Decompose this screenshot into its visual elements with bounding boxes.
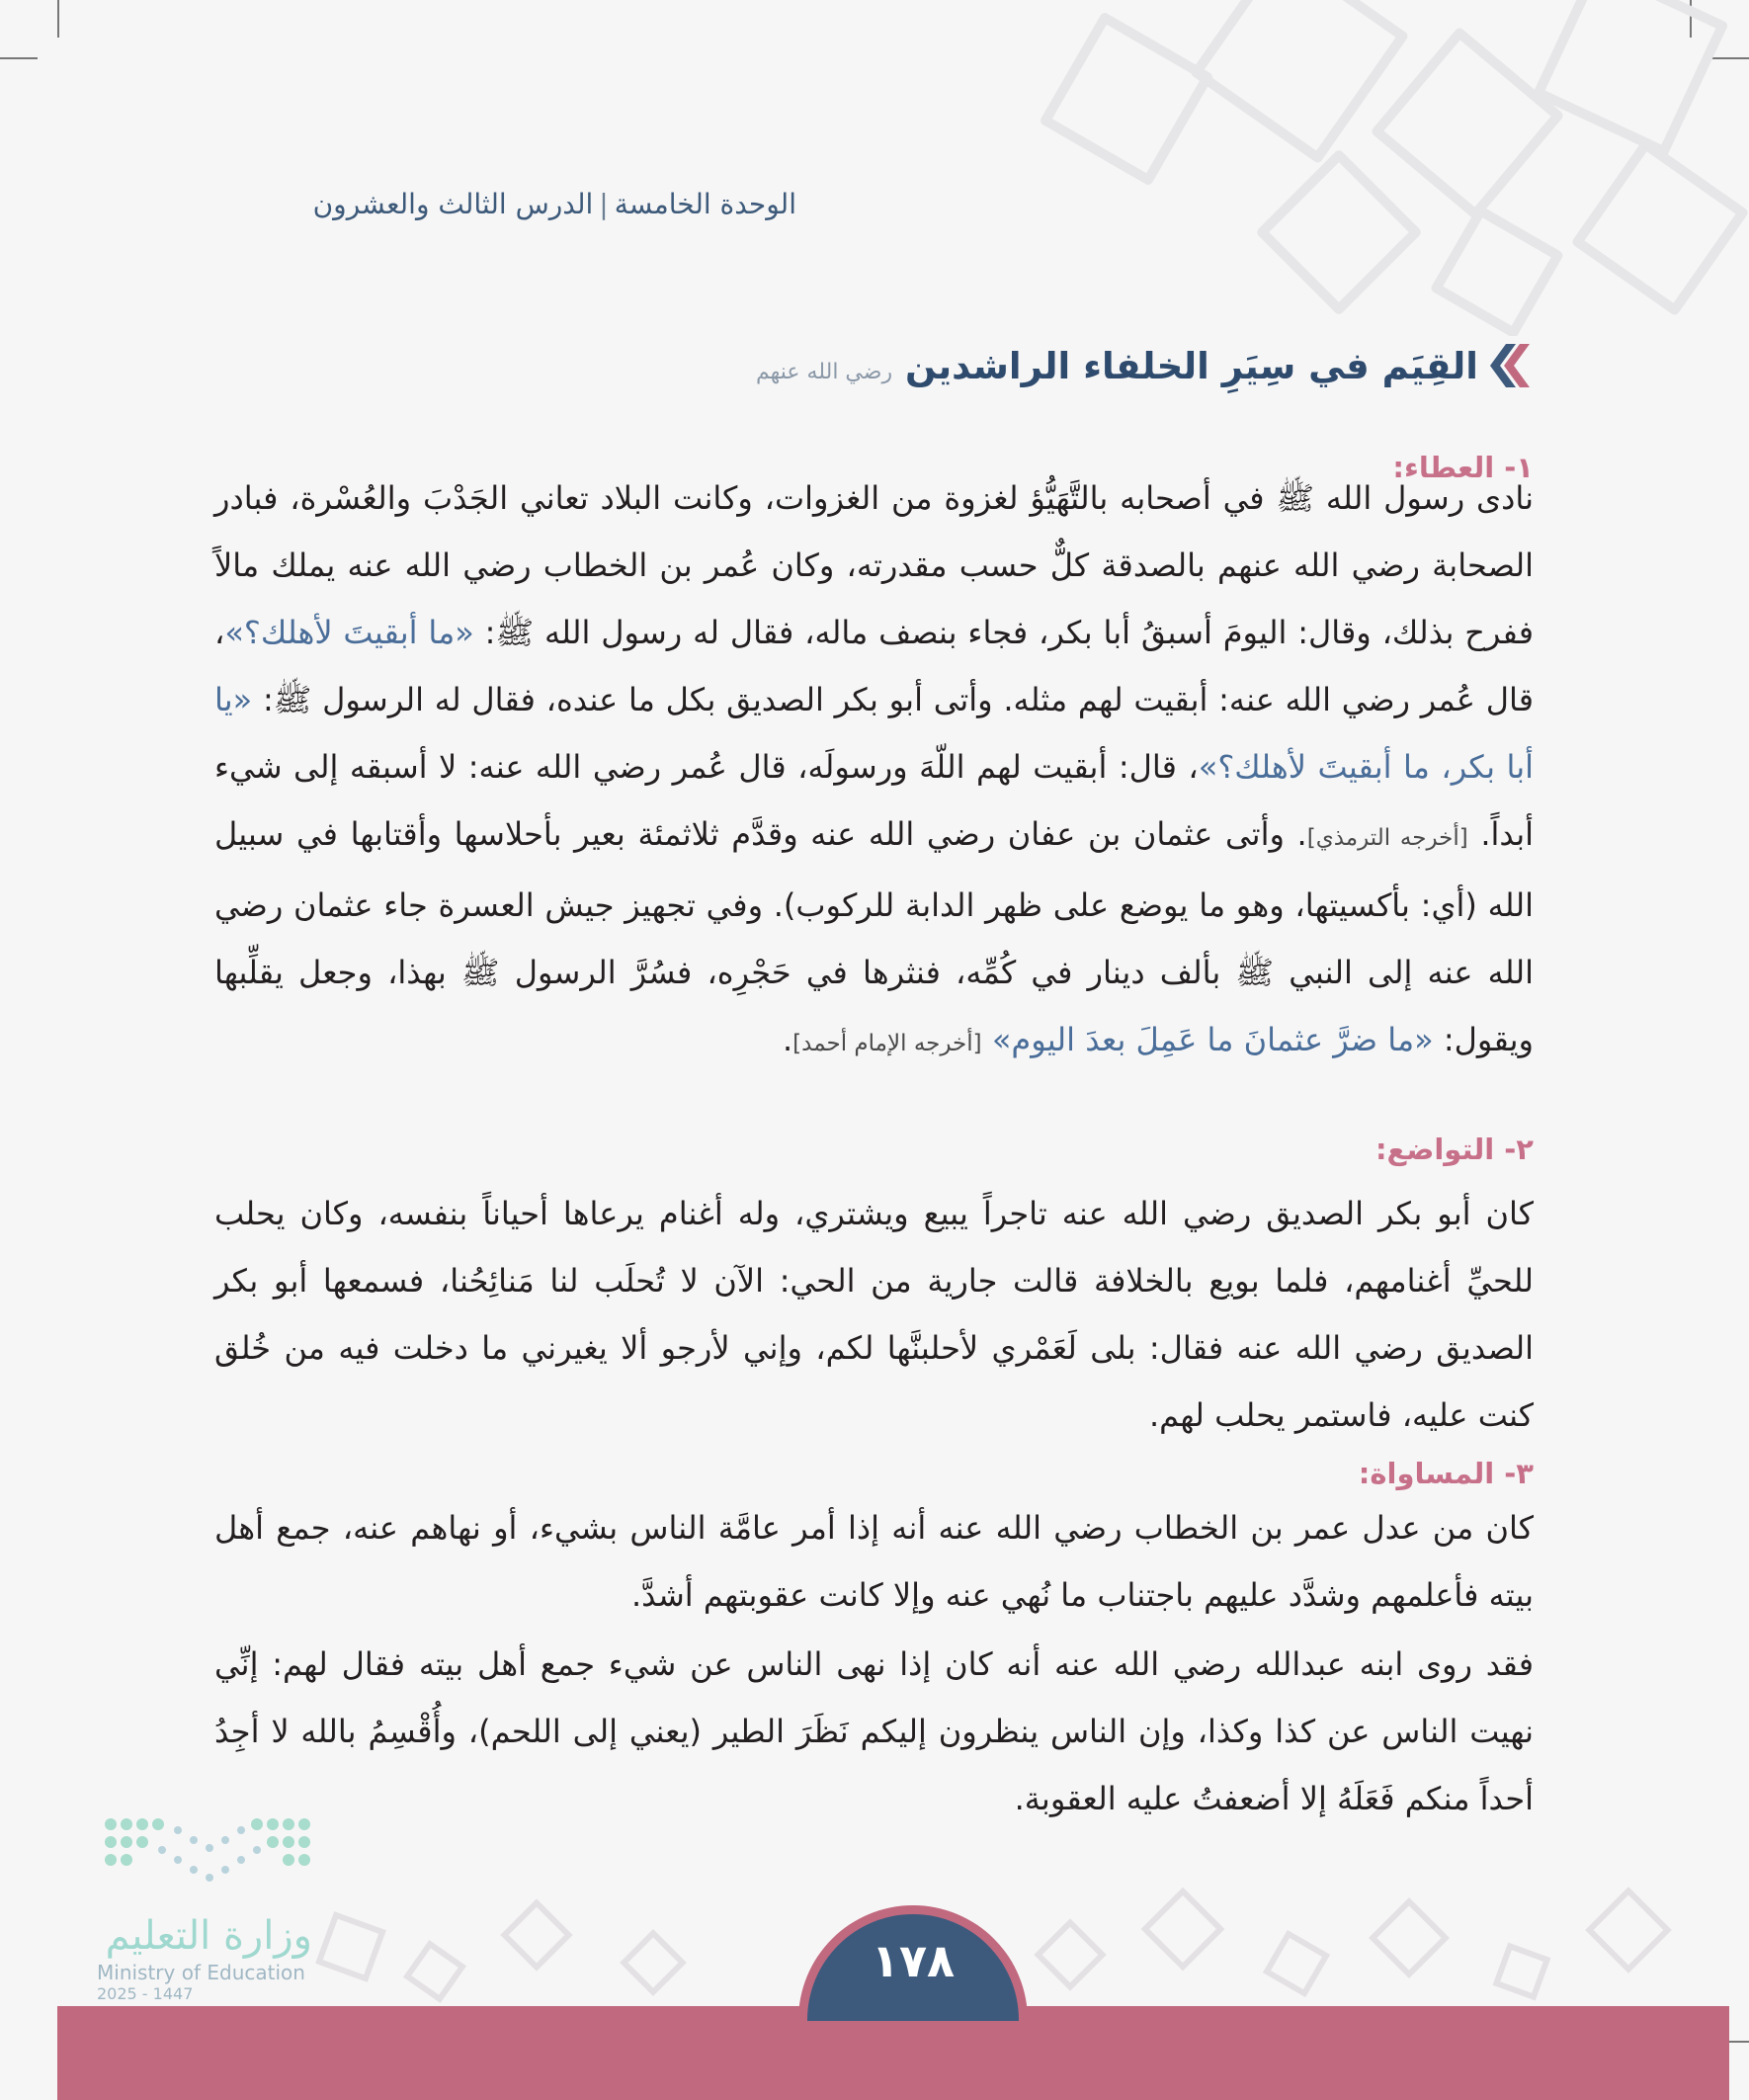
paragraph-humility — [214, 1180, 1534, 1449]
citation: [أخرجه الترمذي] — [1306, 825, 1468, 851]
paragraph-equality-2 — [214, 1631, 1534, 1832]
hadith-quote: «ما أبقيتَ لأهلك؟» — [224, 614, 474, 651]
ministry-name-arabic: وزارة التعليم — [105, 1913, 312, 1959]
citation: [أخرجه الإمام أحمد] — [792, 1031, 982, 1056]
lesson-label: الدرس الثالث والعشرون — [312, 188, 594, 220]
subheading-humility: ٢- التواضع: — [1374, 1133, 1534, 1166]
paragraph-equality-1 — [214, 1494, 1534, 1629]
ministry-name-english: Ministry of Education — [97, 1961, 305, 1984]
section-title: القِيَم في سِيَرِ الخلفاء الراشدين رضي الله عنهم — [756, 344, 1478, 387]
subheading-equality: ٣- المساواة: — [1358, 1457, 1534, 1490]
text-run: كان أبو بكر الصديق رضي الله عنه تاجراً يبيع ويشتري، وله أغنام يرعاها أحياناً بنفسه، وكان يحلب للحيِّ أغنامهم، فلما بويع بالخلافة قالت جارية من الحي: الآن لا تُحلَب لنا مَنائِحُنا، فسمعها أبو بكر الصديق رضي الله عنه فقال: بلى لَعَمْري لأحلبنَّها لكم، وإني لأرجو ألا يغيرني ما دخلت فيه من خُلق كنت عليه، فاستمر يحلب لهم. — [214, 1195, 1534, 1434]
text-run: . وأتى عثمان بن عفان رضي الله عنه وقدَّم ثلاثمئة بعير بأحلاسها وأقتابها في سبيل الله (أي: بأكسيتها، وهو ما يوضع على ظهر الدابة للركوب). وفي تجهيز جيش العسرة جاء عثمان رضي الله عنه إلى النبي ﷺ بألف دينار في كُمِّه، فنثرها في حَجْرِه، فسُرَّ الرسول ﷺ بهذا، وجعل يقلِّبها ويقول: — [214, 815, 1534, 1058]
paragraph-giving — [214, 464, 1534, 1077]
text-run: ، قال: أبقيت لهم اللّهَ ورسولَه، قال عُمر رضي الله عنه: لا أسبقه إلى شيء أبداً. — [214, 748, 1535, 853]
section-heading — [644, 338, 1534, 393]
crop-mark — [0, 57, 38, 59]
text-run: نادى رسول الله ﷺ في أصحابه بالتَّهَيُّؤ لغزوة من الغزوات، وكانت البلاد تعاني الجَدْبَ والعُسْرة، فبادر الصحابة رضي الله عنهم بالصدقة كلٌّ حسب مقدرته، وكان عُمر بن الخطاب رضي الله عنه يملك مالاً ففرح بذلك، وقال: اليومَ أسبقُ أبا بكر، فجاء بنصف ماله، فقال له رسول الله ﷺ: — [214, 479, 1535, 651]
edition-year: 2025 - 1447 — [97, 1984, 194, 2003]
background-pattern — [988, 0, 1749, 336]
running-head — [237, 188, 796, 220]
subheading-giving: ١- العطاء: — [1392, 451, 1534, 484]
ministry-logo — [95, 1814, 322, 2002]
text-run: كان من عدل عمر بن الخطاب رضي الله عنه أنه إذا أمر عامَّة الناس بشيء، أو نهاهم عنه، جمع أهل بيته فأعلمهم وشدَّد عليهم باجتناب ما نُهي عنه وإلا كانت عقوبتهم أشدَّ. — [214, 1509, 1534, 1614]
unit-label: الوحدة الخامسة — [614, 188, 796, 220]
page-number: ١٧٨ — [871, 1934, 956, 1987]
double-chevron-icon — [1490, 340, 1534, 391]
hadith-quote: «يا أبا بكر، ما أبقيتَ لأهلك؟» — [214, 681, 1535, 786]
salutation-mark: رضي الله عنهم — [756, 359, 893, 384]
text-run: . — [783, 1021, 793, 1058]
text-run — [982, 1021, 992, 1058]
dots-logo-icon — [103, 1814, 320, 1893]
separator: | — [599, 188, 609, 220]
crop-mark — [57, 0, 59, 38]
text-run: فقد روى ابنه عبدالله رضي الله عنه أنه كان إذا نهى الناس عن شيء جمع أهل بيته فقال لهم: إنِّي نهيت الناس عن كذا وكذا، وإن الناس ينظرون إليكم نَظَرَ الطير (يعني إلى اللحم)، وأُقْسِمُ بالله لا أجِدُ أحداً منكم فَعَلَهُ إلا أضعفتُ عليه العقوبة. — [214, 1645, 1534, 1817]
text-run: ، قال عُمر رضي الله عنه: أبقيت لهم مثله. وأتى أبو بكر الصديق بكل ما عنده، فقال له الرسول ﷺ: — [214, 614, 1534, 718]
hadith-quote: «ما ضرَّ عثمانَ ما عَمِلَ بعدَ اليوم» — [991, 1021, 1434, 1058]
